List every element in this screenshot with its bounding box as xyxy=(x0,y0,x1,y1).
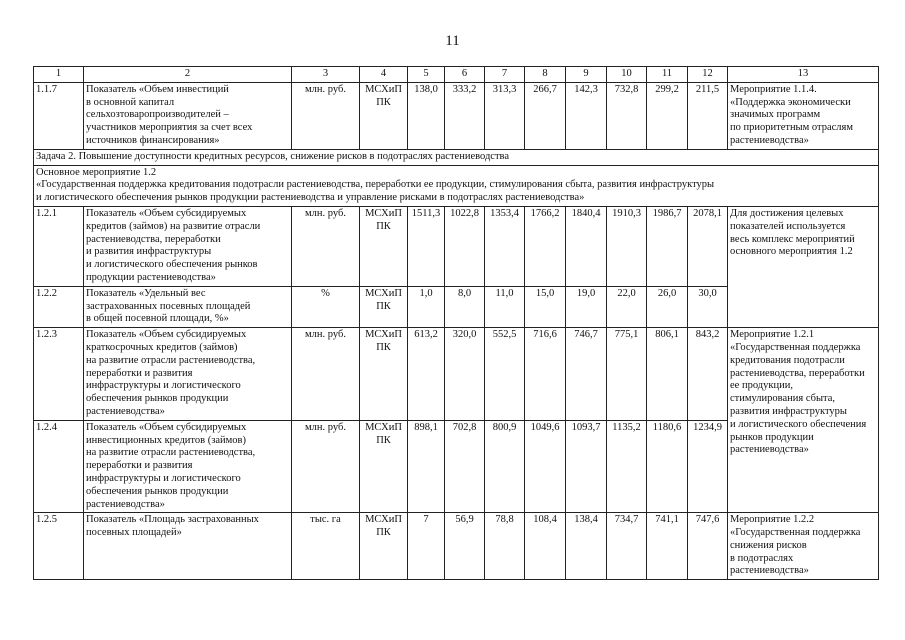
unit-cell: тыс. га xyxy=(292,513,360,580)
value-cell: 747,6 xyxy=(688,513,728,580)
header-cell: 9 xyxy=(566,67,607,83)
header-cell: 3 xyxy=(292,67,360,83)
header-cell: 4 xyxy=(360,67,408,83)
header-cell: 2 xyxy=(84,67,292,83)
indicator-name: Показатель «Объем субсидируемых инвестиционных кредитов (займов) на развитие отрасли растениеводства, переработки и развития инфраструктуры и логистического обеспечения рынков продукции растениеводства» xyxy=(84,420,292,513)
page-number: 11 xyxy=(445,33,460,49)
note-cell: Мероприятие 1.1.4. «Поддержка экономически значимых программ по приоритетным отраслям растениеводства» xyxy=(728,82,879,149)
header-cell: 5 xyxy=(408,67,445,83)
value-cell: 746,7 xyxy=(566,328,607,421)
value-cell: 1511,3 xyxy=(408,206,445,286)
header-cell: 1 xyxy=(34,67,84,83)
value-cell: 320,0 xyxy=(445,328,485,421)
table-row xyxy=(34,82,879,149)
row-number: 1.2.2 xyxy=(34,286,84,327)
value-cell: 56,9 xyxy=(445,513,485,580)
row-number: 1.2.3 xyxy=(34,328,84,421)
header-row xyxy=(34,67,879,83)
value-cell: 19,0 xyxy=(566,286,607,327)
task-heading: Задача 2. Повышение доступности кредитных ресурсов, снижение рисков в подотраслях растениеводства xyxy=(34,149,879,165)
value-cell: 15,0 xyxy=(525,286,566,327)
section-row xyxy=(34,149,879,165)
note-cell: Мероприятие 1.2.1 «Государственная поддержка кредитования подотрасли растениеводства, переработки ее продукции, стимулирования сбыта, развития инфраструктуры и логистического обеспечения рынков продукции растениеводства» xyxy=(728,328,879,513)
value-cell: 800,9 xyxy=(485,420,525,513)
value-cell: 1986,7 xyxy=(647,206,688,286)
value-cell: 1180,6 xyxy=(647,420,688,513)
value-cell: 898,1 xyxy=(408,420,445,513)
row-number: 1.1.7 xyxy=(34,82,84,149)
value-cell: 716,6 xyxy=(525,328,566,421)
value-cell: 702,8 xyxy=(445,420,485,513)
indicator-name: Показатель «Удельный вес застрахованных посевных площадей в общей посевной площади, %» xyxy=(84,286,292,327)
indicator-name: Показатель «Объем инвестиций в основной капитал сельхозтоваропроизводителей – участников мероприятия за счет всех источников финансирования» xyxy=(84,82,292,149)
value-cell: 1910,3 xyxy=(607,206,647,286)
value-cell: 266,7 xyxy=(525,82,566,149)
row-number: 1.2.1 xyxy=(34,206,84,286)
value-cell: 732,8 xyxy=(607,82,647,149)
executor-cell: МСХиП ПК xyxy=(360,328,408,421)
value-cell: 1234,9 xyxy=(688,420,728,513)
header-cell: 6 xyxy=(445,67,485,83)
table-row xyxy=(34,206,879,286)
value-cell: 1,0 xyxy=(408,286,445,327)
header-cell: 12 xyxy=(688,67,728,83)
value-cell: 1353,4 xyxy=(485,206,525,286)
value-cell: 78,8 xyxy=(485,513,525,580)
value-cell: 1093,7 xyxy=(566,420,607,513)
executor-cell: МСХиП ПК xyxy=(360,82,408,149)
value-cell: 741,1 xyxy=(647,513,688,580)
value-cell: 30,0 xyxy=(688,286,728,327)
indicator-name: Показатель «Объем субсидируемых краткосрочных кредитов (займов) на развитие отрасли растениеводства, переработки и развития инфраструктуры и логистического обеспечения рынков продукции растениеводства» xyxy=(84,328,292,421)
executor-cell: МСХиП ПК xyxy=(360,286,408,327)
value-cell: 1135,2 xyxy=(607,420,647,513)
value-cell: 1049,6 xyxy=(525,420,566,513)
header-cell: 8 xyxy=(525,67,566,83)
unit-cell: млн. руб. xyxy=(292,420,360,513)
section-row xyxy=(34,165,879,206)
value-cell: 7 xyxy=(408,513,445,580)
row-number: 1.2.4 xyxy=(34,420,84,513)
header-cell: 11 xyxy=(647,67,688,83)
value-cell: 138,4 xyxy=(566,513,607,580)
unit-cell: млн. руб. xyxy=(292,328,360,421)
value-cell: 843,2 xyxy=(688,328,728,421)
value-cell: 108,4 xyxy=(525,513,566,580)
indicators-table xyxy=(33,66,879,580)
value-cell: 26,0 xyxy=(647,286,688,327)
unit-cell: % xyxy=(292,286,360,327)
value-cell: 2078,1 xyxy=(688,206,728,286)
value-cell: 22,0 xyxy=(607,286,647,327)
value-cell: 1840,4 xyxy=(566,206,607,286)
value-cell: 8,0 xyxy=(445,286,485,327)
indicator-name: Показатель «Объем субсидируемых кредитов (займов) на развитие отрасли растениеводства, переработки и развития инфраструктуры и логистического обеспечения рынков продукции растениеводства» xyxy=(84,206,292,286)
executor-cell: МСХиП ПК xyxy=(360,206,408,286)
value-cell: 806,1 xyxy=(647,328,688,421)
table-row xyxy=(34,328,879,421)
executor-cell: МСХиП ПК xyxy=(360,513,408,580)
table-row xyxy=(34,513,879,580)
value-cell: 1766,2 xyxy=(525,206,566,286)
value-cell: 11,0 xyxy=(485,286,525,327)
value-cell: 313,3 xyxy=(485,82,525,149)
value-cell: 299,2 xyxy=(647,82,688,149)
unit-cell: млн. руб. xyxy=(292,206,360,286)
main-activity-heading: Основное мероприятие 1.2 «Государственная поддержка кредитования подотрасли растениеводства, переработки ее продукции, стимулирования сбыта, развития инфраструктуры и логистического обеспечения рынков продукции растениеводства и управление рисками в подотраслях растениеводства» xyxy=(34,165,879,206)
executor-cell: МСХиП ПК xyxy=(360,420,408,513)
note-cell: Для достижения целевых показателей используется весь комплекс мероприятий основного мероприятия 1.2 xyxy=(728,206,879,327)
value-cell: 138,0 xyxy=(408,82,445,149)
value-cell: 552,5 xyxy=(485,328,525,421)
note-cell: Мероприятие 1.2.2 «Государственная поддержка снижения рисков в подотраслях растениеводства» xyxy=(728,513,879,580)
indicator-name: Показатель «Площадь застрахованных посевных площадей» xyxy=(84,513,292,580)
header-cell: 7 xyxy=(485,67,525,83)
value-cell: 734,7 xyxy=(607,513,647,580)
header-cell: 10 xyxy=(607,67,647,83)
value-cell: 1022,8 xyxy=(445,206,485,286)
unit-cell: млн. руб. xyxy=(292,82,360,149)
value-cell: 613,2 xyxy=(408,328,445,421)
row-number: 1.2.5 xyxy=(34,513,84,580)
value-cell: 775,1 xyxy=(607,328,647,421)
value-cell: 211,5 xyxy=(688,82,728,149)
value-cell: 142,3 xyxy=(566,82,607,149)
value-cell: 333,2 xyxy=(445,82,485,149)
header-cell: 13 xyxy=(728,67,879,83)
